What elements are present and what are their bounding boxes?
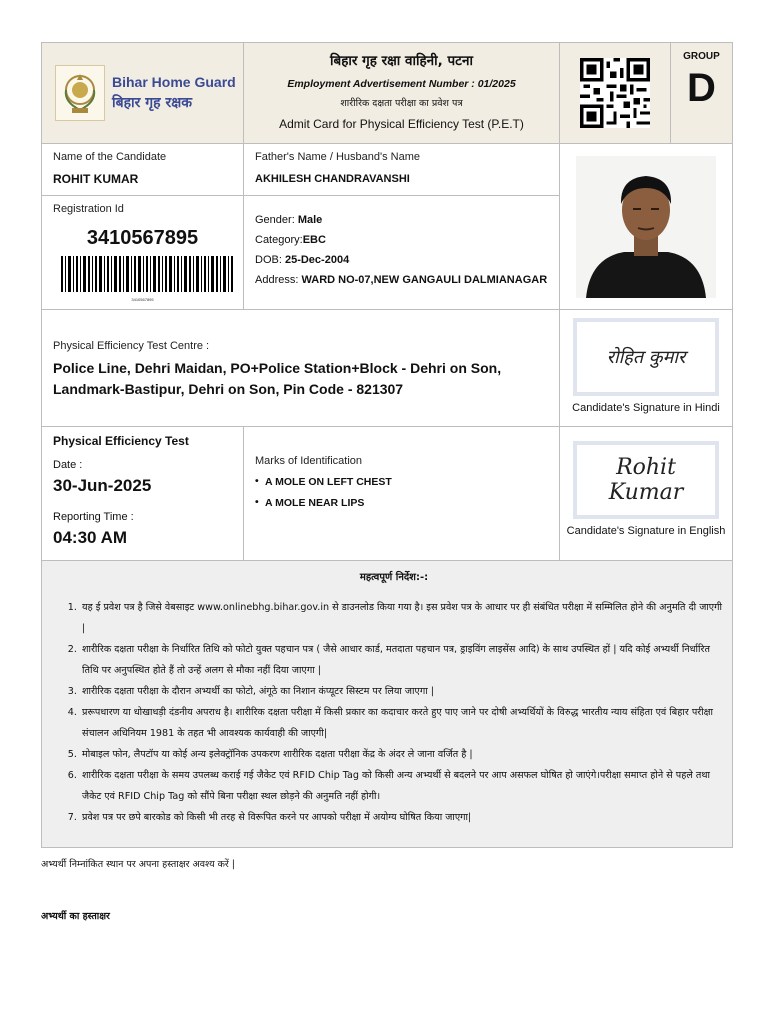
pet-centre-cell <box>42 310 560 426</box>
registration-label: Registration Id <box>53 203 124 215</box>
english-signature-caption: Candidate's Signature in English <box>566 525 726 537</box>
category-line <box>255 234 559 246</box>
pet-date-label: Date : <box>53 459 83 471</box>
pet-section <box>42 427 732 561</box>
candidate-photo <box>576 156 716 298</box>
group-value: D <box>687 66 716 110</box>
reporting-time-label: Reporting Time : <box>53 511 134 523</box>
reporting-time: 04:30 AM <box>53 528 128 547</box>
group-block <box>671 43 732 143</box>
candidate-name-label: Name of the Candidate <box>53 151 167 163</box>
hindi-signature-text: रोहित कुमार <box>606 347 686 368</box>
address-label: Address: <box>255 274 299 286</box>
category-value: EBC <box>302 234 326 246</box>
org-block <box>42 43 244 143</box>
category-label: Category: <box>255 234 303 246</box>
instruction-item: 2. शारीरिक दक्षता परीक्षा के निर्धारित तिथि को फोटो युक्त पहचान पत्र ( जैसे आधार कार्ड, मतदाता पहचान पत्र, ड्राइविंग लाइसेंस आदि) के साथ उपस्थित हों | यदि कोई अभ्यर्थी निर्धारित तिथि पर अनुपस्थित होते हैं तो उन्हें अलग से मौका नहीं दिया जाएगा | <box>80 639 726 681</box>
photo-cell <box>560 144 732 309</box>
pet-schedule-cell <box>42 427 244 560</box>
barcode-text: 3410567895 <box>131 297 154 302</box>
instruction-item: 1. यह ई प्रवेश पत्र है जिसे वेबसाइट www.onlinebhg.bihar.gov.in से डाउनलोड किया गया है। इस प्रवेश पत्र के आधार पर ही संबंधित परीक्षा में सम्मिलित होने की अनुमति दी जाएगी | <box>80 597 726 639</box>
candidate-details <box>42 144 560 309</box>
english-signature-text: Rohit Kumar <box>608 455 684 505</box>
pet-centre-address: Police Line, Dehri Maidan, PO+Police Station+Block - Dehri on Son, Landmark-Bastipur, Dehri on Son, Pin Code - 821307 <box>53 360 502 397</box>
admit-card-title: Admit Card for Physical Efficiency Test (P.E.T) <box>279 117 524 131</box>
registration-cell <box>42 196 244 309</box>
instructions-section <box>42 561 732 847</box>
admit-card <box>41 42 733 848</box>
group-label: GROUP <box>683 51 720 62</box>
dob-line <box>255 254 559 266</box>
father-name-label: Father's Name / Husband's Name <box>255 151 420 163</box>
qr-block <box>560 43 671 143</box>
address-line <box>255 274 559 286</box>
pet-date: 30-Jun-2025 <box>53 476 152 495</box>
gender-line <box>255 214 559 226</box>
registration-id: 3410567895 <box>86 227 199 249</box>
instruction-item: 7. प्रवेश पत्र पर छपे बारकोड को किसी भी तरह से विरूपित करने पर आपको परीक्षा में अयोग्य घोषित किया जाएगा| <box>80 807 726 828</box>
title-block <box>244 43 560 143</box>
identification-marks-cell <box>244 427 560 560</box>
dob-value: 25-Dec-2004 <box>284 254 350 266</box>
dob-label: DOB: <box>255 254 282 266</box>
english-signature-image <box>573 441 719 519</box>
org-name-hindi: बिहार गृह रक्षक <box>112 95 192 111</box>
english-signature-cell <box>560 427 732 560</box>
identification-marks-label: Marks of Identification <box>255 455 362 467</box>
gender-label: Gender: <box>255 214 295 226</box>
bihar-home-guard-emblem-icon <box>55 65 105 121</box>
hindi-signature-image <box>573 318 719 396</box>
instruction-item: 3. शारीरिक दक्षता परीक्षा के दौरान अभ्यर्थी का फोटो, अंगूठे का निशान कंप्यूटर सिस्टम पर लिया जाएगा | <box>80 681 726 702</box>
identification-mark: • A MOLE ON LEFT CHEST <box>255 476 559 488</box>
title-hindi: बिहार गृह रक्षा वाहिनी, पटना <box>330 53 473 69</box>
instructions-list <box>62 597 726 828</box>
instruction-item: 4. प्ररूपधारण या धोखाधड़ी दंडनीय अपराध है। शारीरिक दक्षता परीक्षा में किसी प्रकार का कदाचार करते हुए पाए जाने पर दोषी अभ्यर्थियों के विरुद्ध भारतीय न्याय संहिता एवं बिहार परीक्षा संचालन अधिनियम 1981 के तहत भी आवश्यक कार्यवाही की जाएगी| <box>80 702 726 744</box>
instruction-item: 5. मोबाइल फोन, लैपटॉप या कोई अन्य इलेक्ट्रॉनिक उपकरण शारीरिक दक्षता परीक्षा केंद्र के अंदर ले जाना वर्जित है | <box>80 744 726 765</box>
hindi-signature-cell <box>560 310 732 426</box>
card-header <box>42 43 732 144</box>
instructions-title: महत्वपूर्ण निर्देश:-: <box>359 572 429 583</box>
hindi-signature-caption: Candidate's Signature in Hindi <box>572 402 720 414</box>
qr-code-icon <box>580 58 650 128</box>
gender-value: Male <box>297 214 323 226</box>
identification-marks-list <box>255 476 559 509</box>
subtitle-hindi: शारीरिक दक्षता परीक्षा का प्रवेश पत्र <box>340 98 463 109</box>
candidate-name-cell <box>42 144 244 195</box>
address-value: WARD NO-07,NEW GANGAULI DALMIANAGAR <box>301 274 548 286</box>
candidate-name: ROHIT KUMAR <box>53 172 139 186</box>
signature-note: अभ्यर्थी निम्नांकित स्थान पर अपना हस्ताक्षर अवश्य करें | <box>41 859 236 870</box>
father-name-cell <box>244 144 559 195</box>
candidate-section <box>42 144 732 310</box>
identification-mark: • A MOLE NEAR LIPS <box>255 497 559 509</box>
centre-section <box>42 310 732 427</box>
org-name-english: Bihar Home Guard <box>112 74 236 90</box>
candidate-signature-label: अभ्यर्थी का हस्ताक्षर <box>41 911 110 922</box>
barcode-icon <box>61 256 235 292</box>
father-name: AKHILESH CHANDRAVANSHI <box>255 173 410 185</box>
instruction-item: 6. शारीरिक दक्षता परीक्षा के समय उपलब्ध कराई गई जैकेट एवं RFID Chip Tag को किसी अन्य अभ्यर्थी से बदलने पर आप असफल घोषित हो जाएंगे।परीक्षा समाप्त होने से पहले तथा जैकेट एवं RFID Chip Tag को सौंपे बिना परीक्षा स्थल छोड़ने की अनुमति नहीं होगी। <box>80 765 726 807</box>
advertisement-number: Employment Advertisement Number : 01/2025 <box>287 78 516 90</box>
personal-details-cell <box>244 196 559 309</box>
pet-centre-label: Physical Efficiency Test Centre : <box>53 340 210 352</box>
pet-title: Physical Efficiency Test <box>53 434 189 448</box>
